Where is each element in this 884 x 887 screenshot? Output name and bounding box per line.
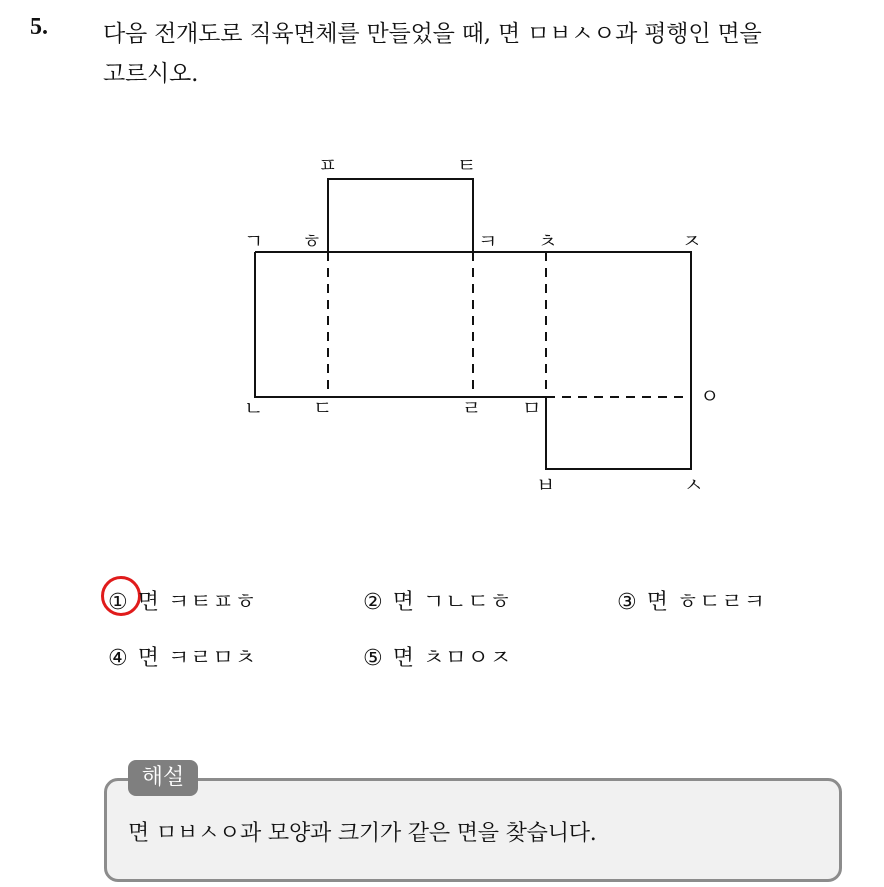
choice-2-number: ② [363, 590, 383, 615]
choice-3-label: 면 ㅎㄷㄹㅋ [646, 590, 766, 615]
question-number: 5. [30, 14, 48, 40]
choice-4-number: ④ [108, 646, 128, 671]
question-line-2: 고르시오. [103, 61, 199, 87]
vertex-label-m: ㅁ [522, 396, 542, 420]
vertex-label-h: ㅎ [302, 229, 322, 253]
net-fold-lines [328, 252, 691, 397]
vertex-label-ch: ㅊ [538, 229, 558, 253]
vertex-label-j: ㅈ [682, 229, 702, 253]
vertex-label-o: ㅇ [700, 384, 720, 408]
net-bottom-face-outline [546, 397, 691, 469]
explanation-tag: 해설 [128, 760, 198, 796]
net-top-face-outline [328, 179, 473, 252]
vertex-label-n: ㄴ [244, 396, 264, 420]
vertex-label-p: ㅍ [318, 153, 338, 177]
choice-2-label: 면 ㄱㄴㄷㅎ [392, 590, 512, 615]
vertex-label-d: ㄷ [313, 396, 333, 420]
vertex-label-k: ㅋ [478, 229, 498, 253]
choice-5-number: ⑤ [363, 646, 383, 671]
choice-2[interactable] [363, 585, 512, 616]
explanation-text: 면 ㅁㅂㅅㅇ과 모양과 크기가 같은 면을 찾습니다. [128, 821, 597, 846]
vertex-label-g: ㄱ [244, 229, 264, 253]
choice-5-label: 면 ㅊㅁㅇㅈ [392, 646, 512, 671]
choice-3-number: ③ [617, 590, 637, 615]
choice-4[interactable] [108, 641, 257, 672]
choice-4-label: 면 ㅋㄹㅁㅊ [137, 646, 257, 671]
vertex-label-s: ㅅ [684, 473, 704, 497]
choice-1-label: 면 ㅋㅌㅍㅎ [137, 590, 257, 615]
choice-1[interactable] [108, 585, 257, 616]
choice-3[interactable] [617, 585, 766, 616]
vertex-label-t: ㅌ [457, 153, 477, 177]
vertex-label-b: ㅂ [536, 473, 556, 497]
vertex-label-r: ㄹ [462, 396, 482, 420]
choice-1-number: ① [108, 590, 128, 615]
question-line-1: 다음 전개도로 직육면체를 만들었을 때, 면 ㅁㅂㅅㅇ과 평행인 면을 [103, 21, 762, 47]
choice-5[interactable] [363, 641, 512, 672]
